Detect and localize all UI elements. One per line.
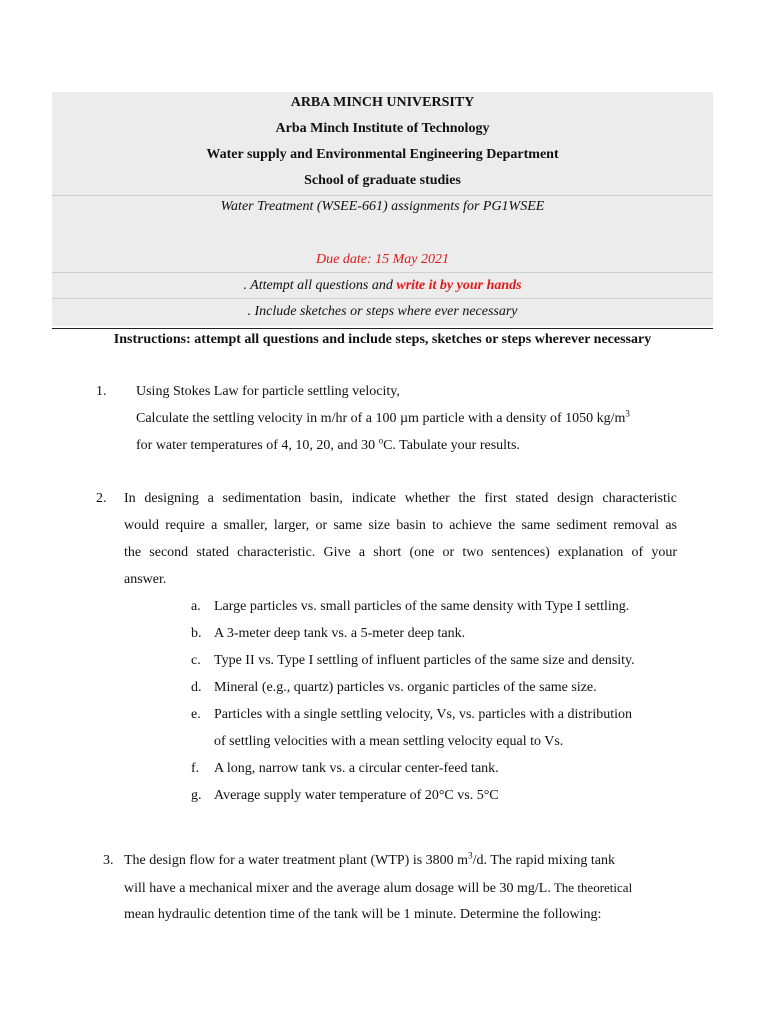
list-item-text: Mineral (e.g., quartz) particles vs. organic particles of the same size. (214, 680, 597, 695)
superscript: o (378, 435, 384, 446)
question-3-number: 3. (103, 853, 114, 868)
question-1-text: Calculate the settling velocity in m/hr of a 100 µm particle with a density of 1050 kg/m (136, 411, 626, 426)
question-2-line: answer. (124, 572, 167, 587)
list-item-text: A 3-meter deep tank vs. a 5-meter deep tank. (214, 626, 466, 641)
superscript: 3 (625, 408, 630, 419)
university-name: ARBA MINCH UNIVERSITY (290, 95, 475, 110)
department-name: Water supply and Environmental Engineering Department (206, 147, 559, 162)
attempt-note-text: . Attempt all questions and (243, 278, 397, 293)
list-item-letter: a. (191, 599, 201, 614)
question-2-number: 2. (96, 491, 107, 506)
question-2-line: would require a smaller, larger, or same size basin to achieve the same sediment removal as (124, 518, 677, 533)
question-3-line (124, 879, 632, 898)
list-item-text: Particles with a single settling velocity, Vs, vs. particles with a distribution (214, 707, 632, 722)
question-2-line: the second stated characteristic. Give a short (one or two sentences) explanation of your (124, 545, 677, 560)
question-3-text: will have a mechanical mixer and the average alum dosage will be 30 mg/L. (124, 881, 551, 896)
header-divider (52, 195, 713, 196)
list-item-text: Large particles vs. small particles of the same density with Type I settling. (214, 599, 630, 614)
list-item-text: Average supply water temperature of 20°C vs. 5°C (214, 788, 499, 803)
question-1-text: for water temperatures of 4, 10, 20, and 30 (136, 438, 379, 453)
list-item-text: A long, narrow tank vs. a circular center-feed tank. (214, 761, 499, 776)
question-1-line: Using Stokes Law for particle settling velocity, (136, 384, 400, 399)
question-3-text: The design flow for a water treatment plant (WTP) is 3800 m (124, 853, 469, 868)
question-2-line: In designing a sedimentation basin, indicate whether the first stated design characteristic (124, 491, 677, 506)
attempt-note (52, 277, 713, 295)
question-1-text: C. Tabulate your results. (383, 438, 520, 453)
header-divider (52, 272, 713, 273)
institute-name: Arba Minch Institute of Technology (275, 121, 490, 136)
list-item-text: Type II vs. Type I settling of influent particles of the same size and density. (214, 653, 635, 668)
question-3-text: /d. The rapid mixing tank (472, 853, 616, 868)
list-item-letter: b. (191, 626, 202, 641)
header-divider (52, 298, 713, 299)
course-title: Water Treatment (WSEE-661) assignments for PG1WSEE (220, 199, 545, 214)
list-item-letter: f. (191, 761, 200, 776)
question-3-text: The theoretical (550, 880, 633, 895)
school-name: School of graduate studies (304, 173, 461, 188)
attempt-note-emphasis: write it by your hands (396, 278, 522, 293)
question-3-line (124, 852, 615, 870)
list-item-letter: c. (191, 653, 201, 668)
question-1-number: 1. (96, 384, 107, 399)
due-date: Due date: 15 May 2021 (316, 252, 449, 267)
superscript: 3 (468, 850, 473, 861)
section-divider (52, 328, 713, 329)
list-item-text: of settling velocities with a mean settling velocity equal to Vs. (214, 734, 564, 749)
list-item-letter: d. (191, 680, 202, 695)
question-1-line (136, 410, 630, 428)
list-item-letter: g. (191, 788, 202, 803)
question-3-line: mean hydraulic detention time of the tank will be 1 minute. Determine the following: (124, 907, 602, 922)
question-1-line (136, 437, 520, 455)
sketch-note: . Include sketches or steps where ever necessary (247, 304, 518, 319)
list-item-letter: e. (191, 707, 201, 722)
instructions: Instructions: attempt all questions and include steps, sketches or steps wherever necessary (113, 332, 652, 347)
